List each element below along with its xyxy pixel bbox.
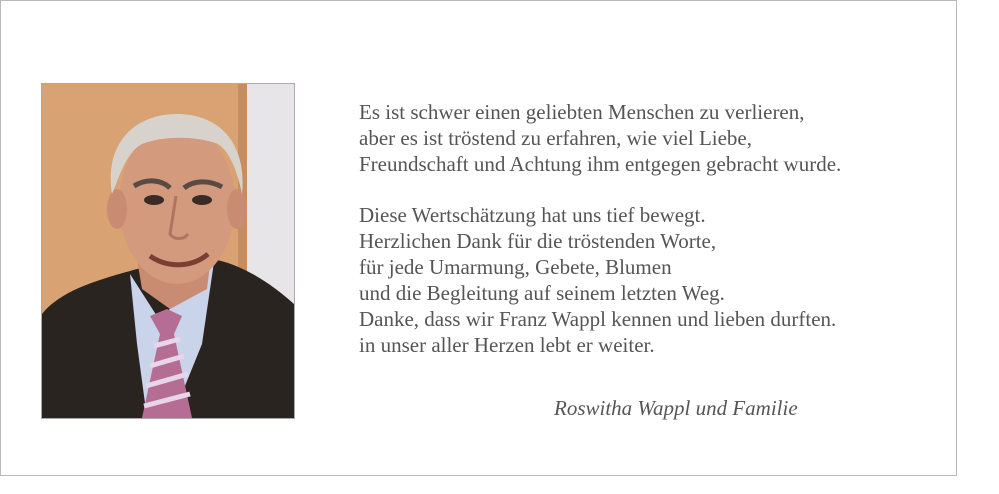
signature: Roswitha Wappl und Familie <box>554 396 798 420</box>
text-line: Herzlichen Dank für die tröstenden Worte, <box>359 229 717 253</box>
text-line: und die Begleitung auf seinem letzten Weg. <box>359 281 725 305</box>
message-paragraph-1 <box>359 99 841 177</box>
message-text <box>359 99 841 358</box>
text-line: in unser aller Herzen lebt er weiter. <box>359 333 655 357</box>
portrait-photo <box>41 83 295 419</box>
text-line: Danke, dass wir Franz Wappl kennen und lieben durften. <box>359 307 837 331</box>
message-paragraph-2 <box>359 202 841 358</box>
text-line: Es ist schwer einen geliebten Menschen zu verlieren, <box>359 100 805 124</box>
portrait-illustration <box>42 84 294 418</box>
text-line: Freundschaft und Achtung ihm entgegen gebracht wurde. <box>359 152 842 176</box>
text-line: für jede Umarmung, Gebete, Blumen <box>359 255 672 279</box>
text-line: aber es ist tröstend zu erfahren, wie viel Liebe, <box>359 126 753 150</box>
text-line: Diese Wertschätzung hat uns tief bewegt. <box>359 203 706 227</box>
